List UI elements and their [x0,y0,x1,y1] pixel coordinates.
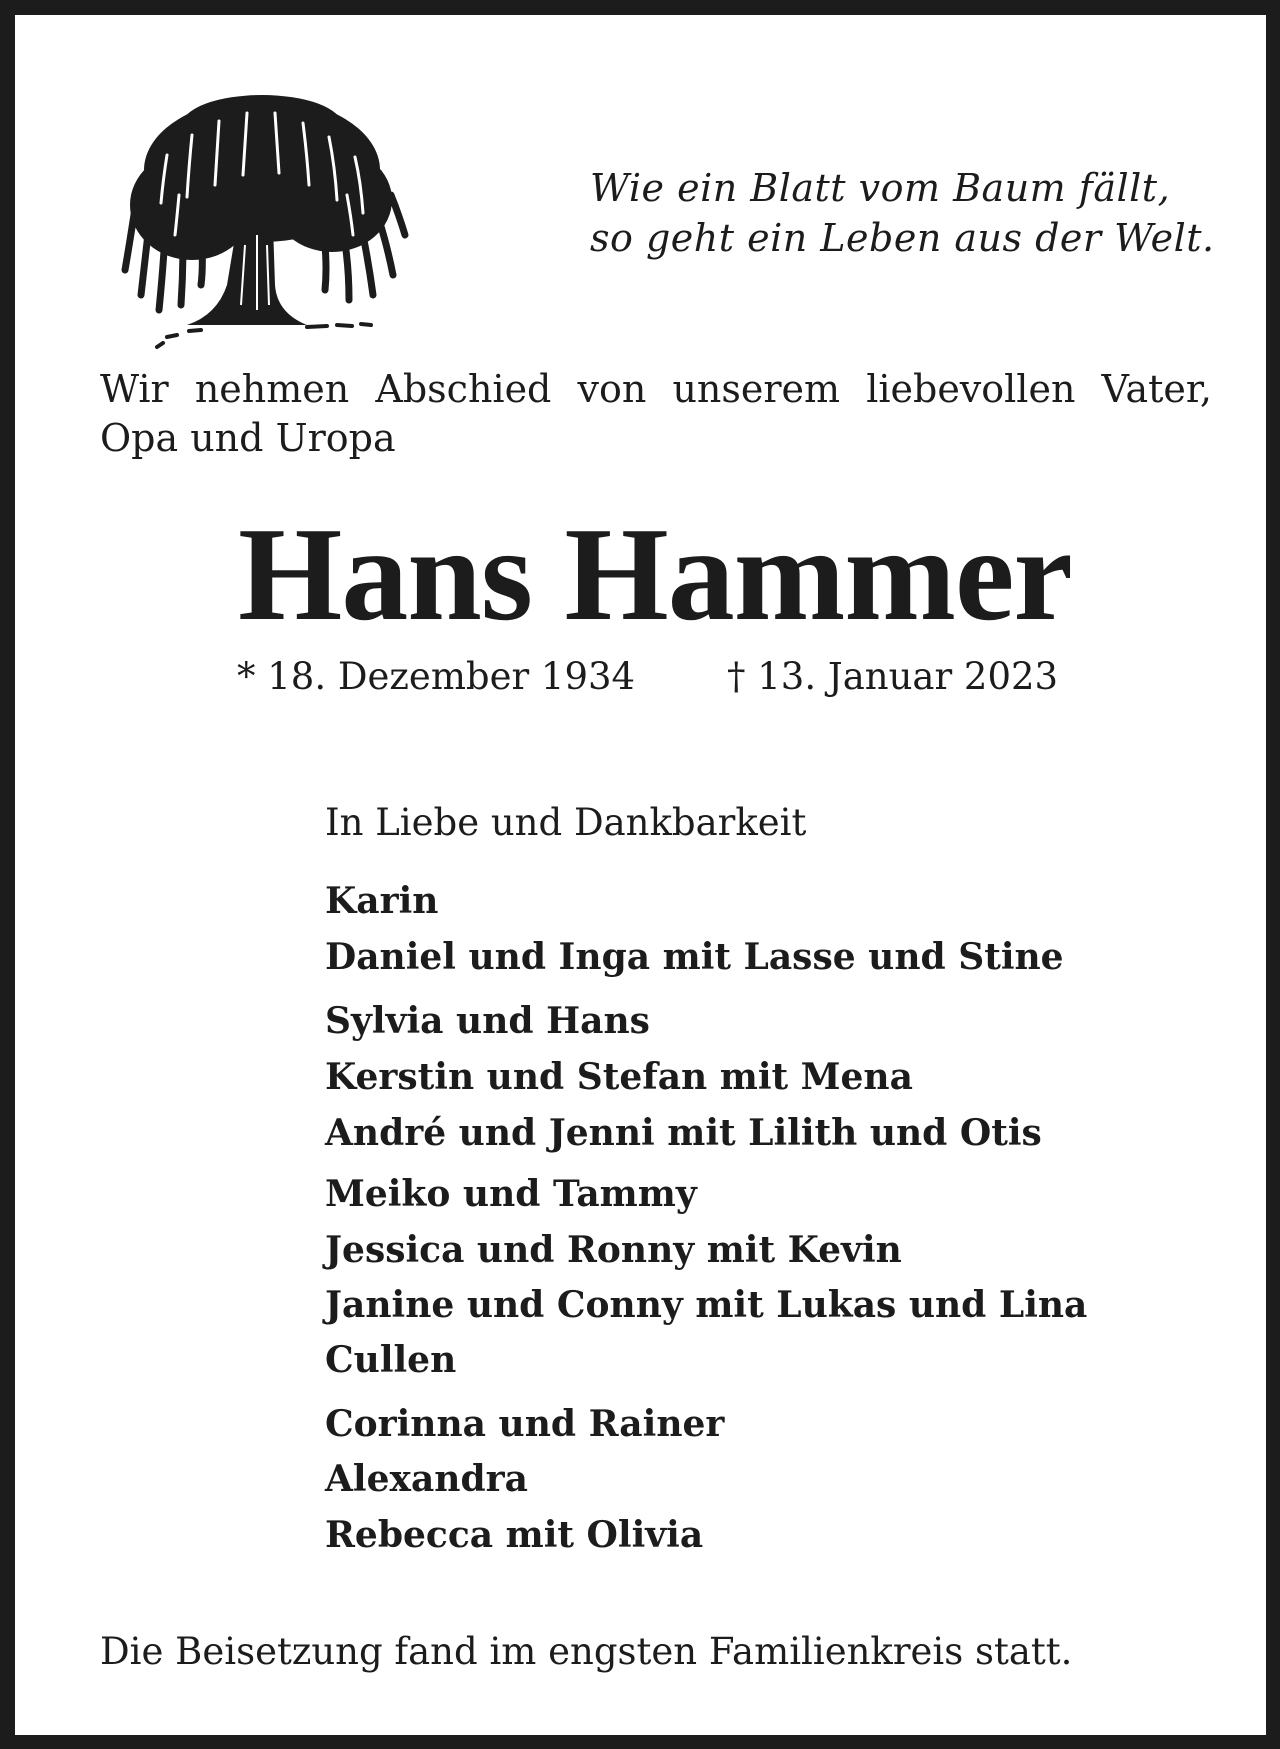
funeral-note: Die Beisetzung fand im engsten Familienkreis statt. [100,1630,1073,1673]
family-name-line: Kerstin und Stefan mit Mena [325,1056,913,1098]
death-date: † 13. Januar 2023 [727,655,1059,698]
family-name-line: Sylvia und Hans [325,1000,650,1042]
family-name-line: Rebecca mit Olivia [325,1514,704,1556]
family-name-line: Janine und Conny mit Lukas und Lina [325,1284,1088,1326]
family-name-line: Daniel und Inga mit Lasse und Stine [325,936,1064,978]
deceased-name: Hans Hammer [238,500,1072,648]
poem-line: Wie ein Blatt vom Baum fällt, [590,166,1171,210]
family-name-line: Jessica und Ronny mit Kevin [325,1229,902,1271]
intro-line: Wir nehmen Abschied von unserem liebevollen Vater, [100,367,1212,411]
birth-date: * 18. Dezember 1934 [237,655,636,698]
weeping-willow-icon [97,85,417,355]
family-name-line: Corinna und Rainer [325,1403,725,1445]
poem-quote [590,163,1230,263]
family-name-line: Alexandra [325,1458,528,1500]
family-name-line: André und Jenni mit Lilith und Otis [325,1112,1042,1154]
family-name-line: Meiko und Tammy [325,1173,697,1215]
family-name-line: Cullen [325,1339,457,1381]
farewell-intro [100,365,1212,463]
poem-line: so geht ein Leben aus der Welt. [590,216,1215,260]
intro-line: Opa und Uropa [100,416,396,460]
family-name-line: Karin [325,880,439,922]
mourners-intro: In Liebe und Dankbarkeit [325,801,807,844]
